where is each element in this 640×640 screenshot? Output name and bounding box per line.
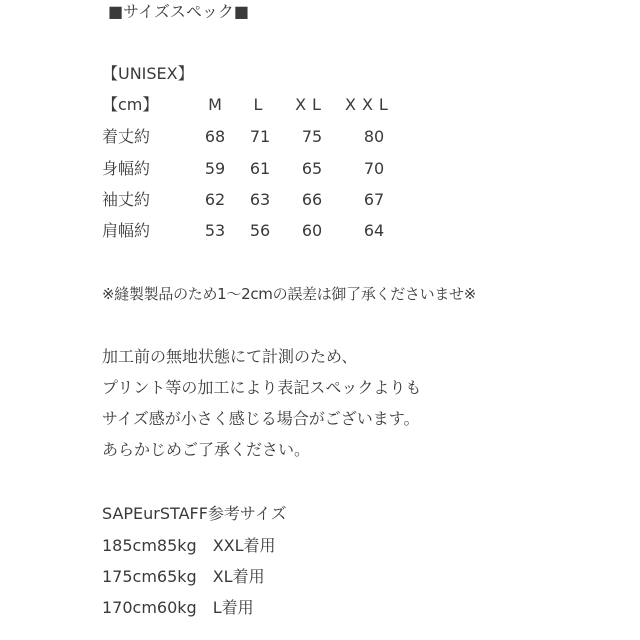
- row-value-m: 53: [204, 221, 226, 240]
- row-value-xl: 66: [301, 190, 323, 209]
- spec-title: ■サイズスペック■: [108, 2, 249, 21]
- column-header-m: M: [208, 95, 222, 114]
- description-line: サイズ感が小さく感じる場合がございます。: [102, 409, 420, 428]
- row-value-m: 68: [204, 127, 226, 146]
- staff-item: 175cm65kg XL着用: [102, 567, 265, 586]
- description-line: プリント等の加工により表記スペックよりも: [102, 378, 422, 397]
- row-label: 身幅約: [102, 159, 151, 178]
- row-value-xxl: 64: [363, 221, 385, 240]
- row-value-xxl: 70: [363, 159, 385, 178]
- table-unit-label: 【cm】: [102, 95, 159, 114]
- row-value-xl: 75: [301, 127, 323, 146]
- column-header-xl: XL: [295, 95, 327, 114]
- column-header-l: L: [253, 95, 263, 114]
- row-value-m: 62: [204, 190, 226, 209]
- row-value-l: 71: [249, 127, 271, 146]
- row-value-m: 59: [204, 159, 226, 178]
- row-value-xl: 65: [301, 159, 323, 178]
- staff-item: 185cm85kg XXL着用: [102, 536, 276, 555]
- staff-heading: SAPEurSTAFF参考サイズ: [102, 504, 287, 523]
- staff-item: 170cm60kg L着用: [102, 598, 254, 617]
- description-line: あらかじめご了承ください。: [102, 440, 311, 459]
- description-line: 加工前の無地状態にて計測のため、: [102, 347, 358, 366]
- row-value-xxl: 67: [363, 190, 385, 209]
- gender-label: 【UNISEX】: [102, 64, 194, 83]
- row-value-xxl: 80: [363, 127, 385, 146]
- tolerance-notice: ※縫製製品のため1〜2cmの誤差は御了承くださいませ※: [102, 285, 476, 303]
- row-label: 袖丈約: [102, 190, 151, 209]
- row-value-xl: 60: [301, 221, 323, 240]
- row-label: 肩幅約: [102, 221, 151, 240]
- row-value-l: 56: [249, 221, 271, 240]
- column-header-xxl: XXL: [345, 95, 394, 114]
- row-value-l: 63: [249, 190, 271, 209]
- row-label: 着丈約: [102, 127, 151, 146]
- row-value-l: 61: [249, 159, 271, 178]
